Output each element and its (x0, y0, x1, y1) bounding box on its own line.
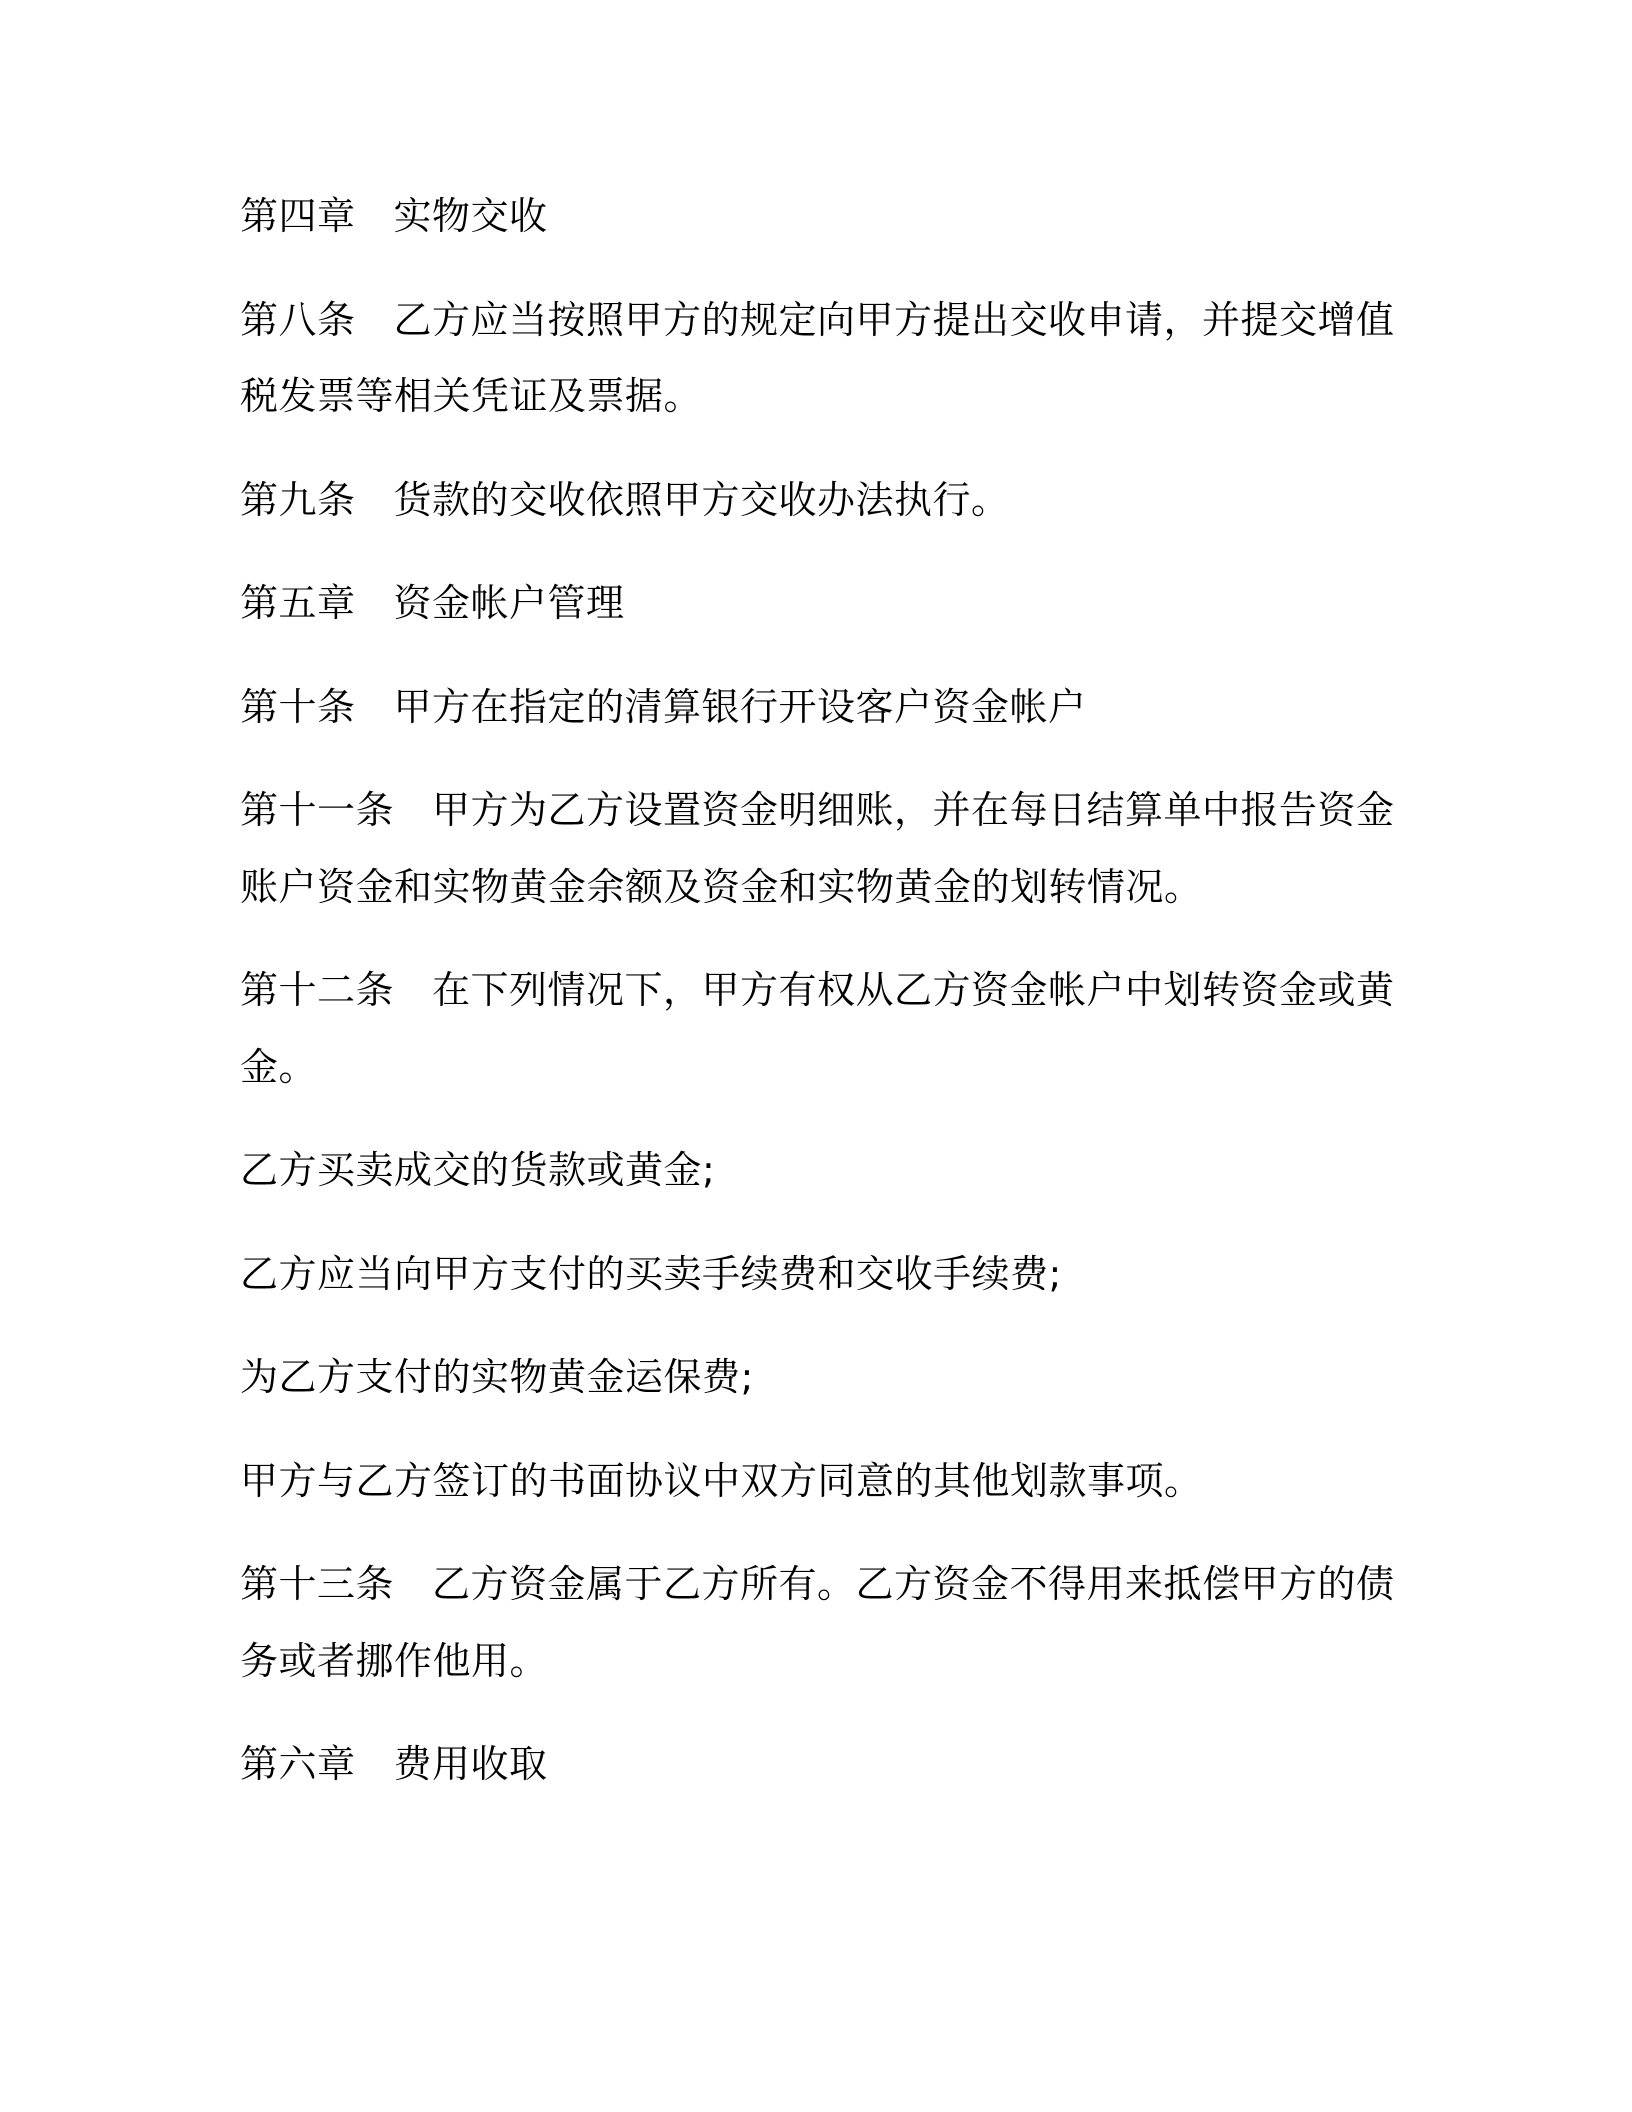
list-item-text: 乙方买卖成交的货款或黄金; (240, 1148, 716, 1192)
article-text: 乙方应当按照甲方的规定向甲方提出交收申请，并提交增值 (393, 298, 1395, 342)
article-text: 账户资金和实物黄金余额及资金和实物黄金的划转情况。 (240, 865, 1203, 909)
list-item-2 (240, 1250, 1400, 1298)
article-text: 金。 (240, 1045, 318, 1089)
article-12-line-2 (240, 1043, 1400, 1091)
article-text: 务或者挪作他用。 (240, 1639, 549, 1683)
article-text: 货款的交收依照甲方交收办法执行。 (393, 478, 1010, 522)
chapter-number: 第六章 (240, 1742, 356, 1786)
chapter-6-heading (240, 1740, 1400, 1788)
article-9 (240, 476, 1400, 524)
article-number: 第十一条 (240, 788, 395, 832)
chapter-4-heading (240, 192, 1400, 240)
chapter-number: 第四章 (240, 194, 356, 238)
article-13-line-1 (240, 1560, 1400, 1608)
article-text: 税发票等相关凭证及票据。 (240, 374, 703, 418)
list-item-4 (240, 1457, 1400, 1505)
article-number: 第十三条 (240, 1562, 395, 1606)
chapter-title: 实物交收 (393, 194, 548, 238)
article-text: 在下列情况下，甲方有权从乙方资金帐户中划转资金或黄 (432, 968, 1395, 1012)
list-item-text: 乙方应当向甲方支付的买卖手续费和交收手续费; (240, 1252, 1062, 1296)
article-text: 乙方资金属于乙方所有。乙方资金不得用来抵偿甲方的债 (432, 1562, 1395, 1606)
chapter-title: 资金帐户管理 (393, 581, 625, 625)
article-number: 第八条 (240, 298, 356, 342)
chapter-5-heading (240, 579, 1400, 627)
list-item-1 (240, 1146, 1400, 1194)
article-number: 第十条 (240, 685, 356, 729)
article-8-line-1 (240, 296, 1400, 344)
chapter-title: 费用收取 (393, 1742, 548, 1786)
article-11-line-1 (240, 786, 1400, 834)
list-item-text: 为乙方支付的实物黄金运保费; (240, 1355, 754, 1399)
article-number: 第十二条 (240, 968, 395, 1012)
article-8-line-2 (240, 372, 1400, 420)
list-item-text: 甲方与乙方签订的书面协议中双方同意的其他划款事项。 (240, 1459, 1203, 1503)
article-10 (240, 683, 1400, 731)
list-item-3 (240, 1353, 1400, 1401)
article-11-line-2 (240, 863, 1400, 911)
article-12-line-1 (240, 966, 1400, 1014)
article-text: 甲方在指定的清算银行开设客户资金帐户 (393, 685, 1087, 729)
article-13-line-2 (240, 1637, 1400, 1685)
chapter-number: 第五章 (240, 581, 356, 625)
article-text: 甲方为乙方设置资金明细账，并在每日结算单中报告资金 (432, 788, 1395, 832)
article-number: 第九条 (240, 478, 356, 522)
